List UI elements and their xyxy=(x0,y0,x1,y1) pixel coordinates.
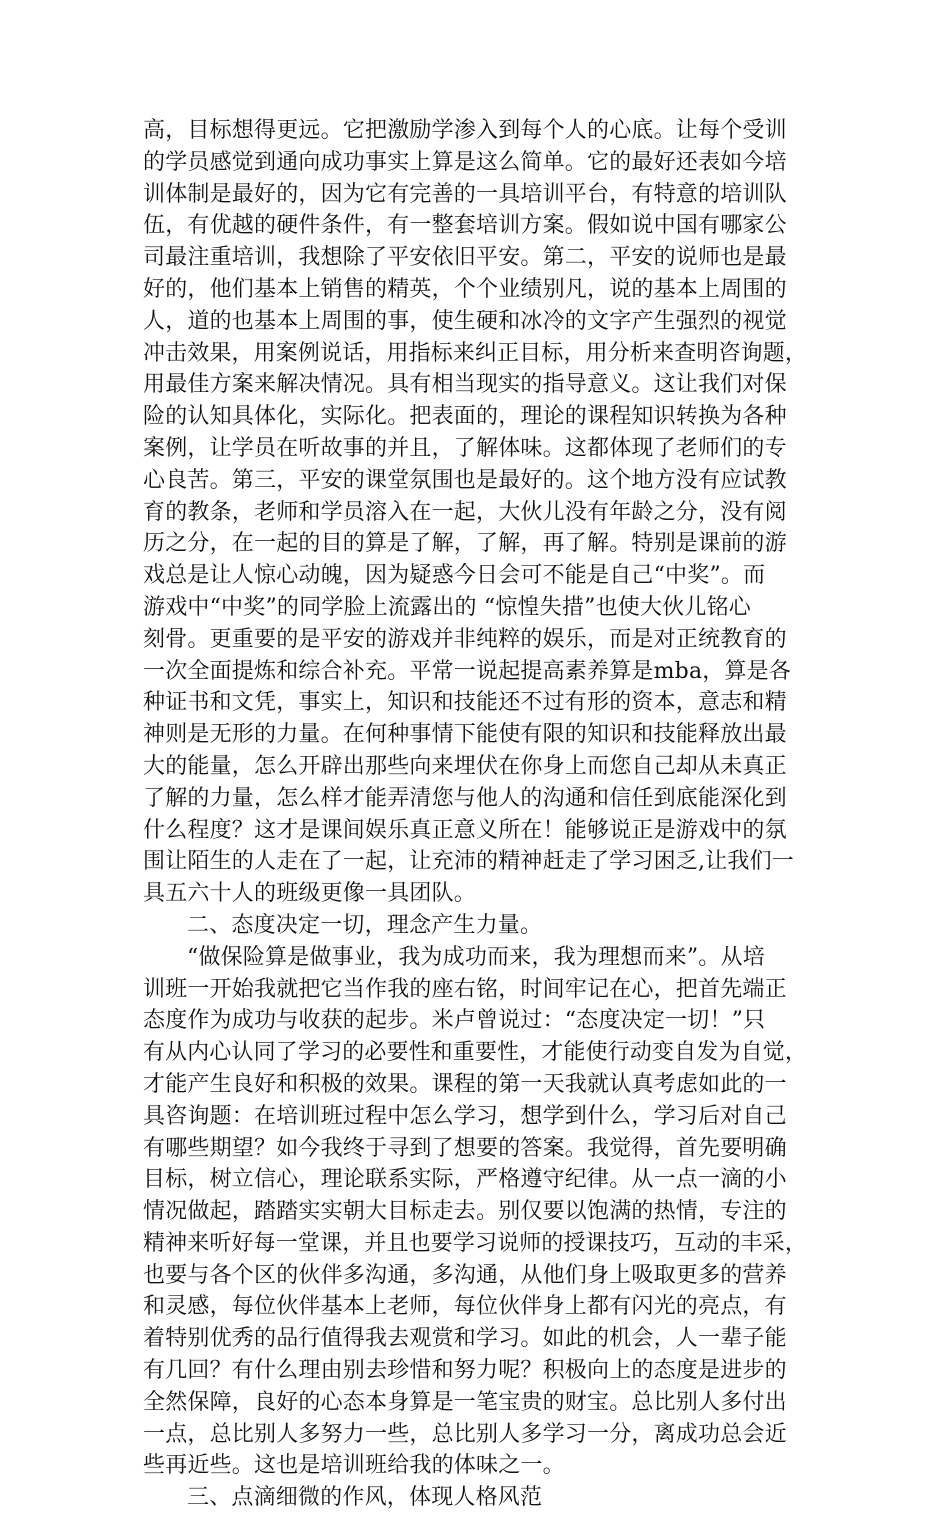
text-line: 具五六十人的班级更像一具团队。 xyxy=(143,881,477,907)
text-line: 险的认知具体化，实际化。把表面的，理论的课程知识转换为各种 xyxy=(143,404,787,430)
text-line: 一点，总比别人多努力一些，总比别人多学习一分，离成功总会近 xyxy=(143,1421,787,1447)
text-line: 种证书和文凭，事实上，知识和技能还不过有形的资本，意志和精 xyxy=(143,690,787,716)
text-line: 用最佳方案来解决情况。具有相当现实的指导意义。这让我们对保 xyxy=(143,372,787,398)
text-line: 具咨询题：在培训班过程中怎么学习，想学到什么，学习后对自己 xyxy=(143,1103,787,1129)
text-line: 什么程度？这才是课间娱乐真正意义所在！能够说正是游戏中的氛 xyxy=(143,817,787,843)
text-line: 一次全面提炼和综合补充。平常一说起提高素养算是mba，算是各 xyxy=(143,658,792,684)
paragraph-start-line: 二、态度决定一切，理念产生力量。 xyxy=(187,912,543,938)
text-line: 训体制是最好的，因为它有完善的一具培训平台，有特意的培训队 xyxy=(143,181,787,207)
text-line: 有哪些期望？如今我终于寻到了想要的答案。我觉得，首先要明确 xyxy=(143,1135,787,1161)
text-line: 训班一开始我就把它当作我的座右铭，时间牢记在心，把首先端正 xyxy=(143,976,787,1002)
text-line: 伍，有优越的硬件条件，有一整套培训方案。假如说中国有哪家公 xyxy=(143,213,787,239)
text-line: 和灵感，每位伙伴基本上老师，每位伙伴身上都有闪光的亮点，有 xyxy=(143,1294,787,1320)
text-line: 有从内心认同了学习的必要性和重要性，才能使行动变自发为自觉， xyxy=(143,1040,808,1066)
text-line: 着特别优秀的品行值得我去观赏和学习。如此的机会，人一辈子能 xyxy=(143,1326,787,1352)
text-line: 案例，让学员在听故事的并且，了解体味。这都体现了老师们的专 xyxy=(143,435,787,461)
text-line: 精神来听好每一堂课，并且也要学习说师的授课技巧，互动的丰采， xyxy=(143,1230,808,1256)
text-line: 神则是无形的力量。在何种事情下能使有限的知识和技能释放出最 xyxy=(143,722,787,748)
text-line: 有几回？有什么理由别去珍惜和努力呢？积极向上的态度是进步的 xyxy=(143,1358,787,1384)
text-line: 游戏中“中奖”的同学脸上流露出的 “惊惶失措”也使大伙儿铭心 xyxy=(143,594,751,620)
text-line: 司最注重培训，我想除了平安依旧平安。第二，平安的说师也是最 xyxy=(143,245,787,271)
text-line: 刻骨。更重要的是平安的游戏并非纯粹的娱乐，而是对正统教育的 xyxy=(143,626,787,652)
document-body xyxy=(143,115,807,1514)
text-line: 育的教条，老师和学员溶入在一起，大伙儿没有年龄之分，没有阅 xyxy=(143,499,787,525)
text-line: 也要与各个区的伙伴多沟通，多沟通，从他们身上吸取更多的营养 xyxy=(143,1262,787,1288)
text-line: 全然保障，良好的心态本身算是一笔宝贵的财宝。总比别人多付出 xyxy=(143,1389,787,1415)
text-line: 态度作为成功与收获的起步。米卢曾说过：“态度决定一切！”只 xyxy=(143,1008,766,1034)
text-line: 好的，他们基本上销售的精英，个个业绩别凡，说的基本上周围的 xyxy=(143,276,787,302)
paragraph-start-line: “做保险算是做事业，我为成功而来，我为理想而来”。从培 xyxy=(187,944,765,970)
text-line: 围让陌生的人走在了一起，让充沛的精神赶走了学习困乏,让我们一 xyxy=(143,849,794,875)
text-line: 目标，树立信心，理论联系实际，严格遵守纪律。从一点一滴的小 xyxy=(143,1167,787,1193)
text-line: 大的能量，怎么开辟出那些向来埋伏在你身上而您自己却从未真正 xyxy=(143,753,787,779)
paragraph-start-line: 三、点滴细微的作风，体现人格风范 xyxy=(187,1485,543,1511)
text-line: 的学员感觉到通向成功事实上算是这么简单。它的最好还表如今培 xyxy=(143,149,787,175)
text-line: 情况做起，踏踏实实朝大目标走去。别仅要以饱满的热情，专注的 xyxy=(143,1199,787,1225)
text-line: 冲击效果，用案例说话，用指标来纠正目标，用分析来查明咨询题， xyxy=(143,340,808,366)
text-line: 些再近些。这也是培训班给我的体味之一。 xyxy=(143,1453,565,1479)
text-line: 戏总是让人惊心动魄，因为疑惑今日会可不能是自己“中奖”。而 xyxy=(143,563,766,589)
text-line: 了解的力量，怎么样才能弄清您与他人的沟通和信任到底能深化到 xyxy=(143,785,787,811)
text-line: 才能产生良好和积极的效果。课程的第一天我就认真考虑如此的一 xyxy=(143,1071,787,1097)
text-line: 人，道的也基本上周围的事，使生硬和冰冷的文字产生强烈的视觉 xyxy=(143,308,787,334)
text-line: 心良苦。第三，平安的课堂氛围也是最好的。这个地方没有应试教 xyxy=(143,467,787,493)
text-line: 历之分，在一起的目的算是了解，了解，再了解。特别是课前的游 xyxy=(143,531,787,557)
text-line: 高，目标想得更远。它把激励学渗入到每个人的心底。让每个受训 xyxy=(143,118,787,143)
